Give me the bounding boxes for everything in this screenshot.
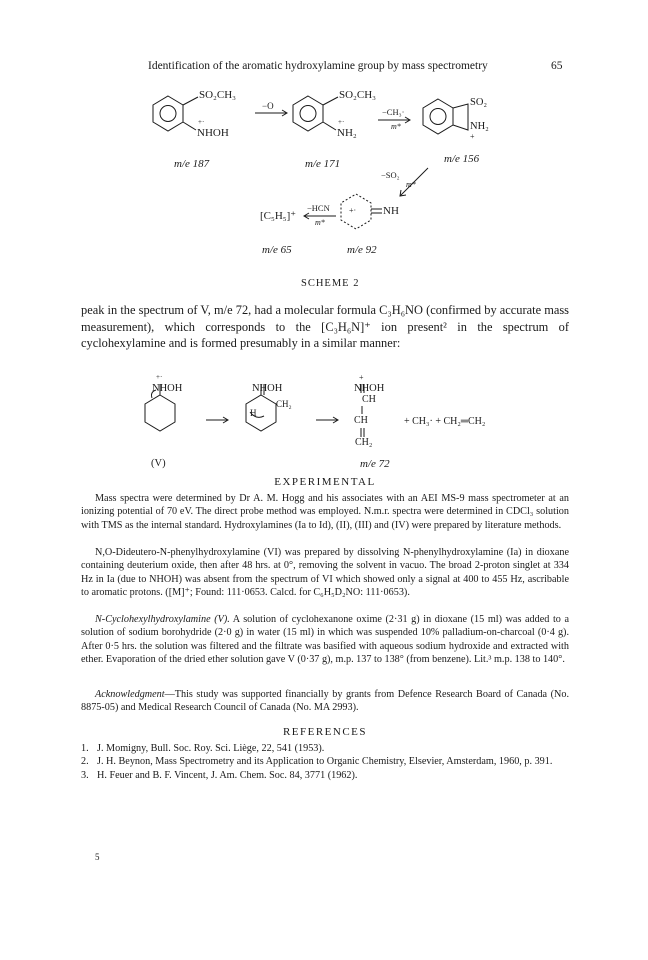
arrow-4-label-bottom: m* [315, 218, 325, 227]
experimental-heading: EXPERIMENTAL [274, 476, 376, 488]
struct-b-h: H [250, 408, 257, 418]
aromatic-circle-1 [160, 106, 176, 122]
struct-c-label: NHOH [354, 383, 385, 394]
footer-mark: 5 [95, 852, 100, 862]
bond-s1-top [183, 97, 198, 105]
reference-number: 1. [81, 743, 89, 754]
me-92-label: m/e 92 [347, 244, 377, 256]
scheme-2-caption: SCHEME 2 [301, 278, 360, 289]
s3-plus: + [470, 132, 475, 141]
me-187-label: m/e 187 [174, 158, 210, 170]
struct-c-plus: + [359, 373, 364, 382]
experimental-paragraph-3 [81, 613, 569, 667]
s2-top-group: SO₂CH₃ [339, 89, 377, 101]
me-156-label: m/e 156 [444, 153, 480, 165]
ion-65-formula: [C₅H₅]⁺ [260, 210, 297, 222]
reference-item [81, 755, 569, 768]
cyclohexyl-ring-a [145, 395, 175, 431]
benzene-ring-2 [293, 96, 323, 131]
reference-text: J. Momigny, Bull. Soc. Roy. Sci. Liège, 22, 541 (1953). [97, 743, 325, 754]
s3-bottom-group: NH₂ [470, 121, 489, 132]
s1-bottom-group: NHOH [197, 127, 229, 139]
benzene-ring-1 [153, 96, 183, 131]
reference-number: 2. [81, 756, 89, 768]
s1-charge: +· [198, 118, 205, 126]
me-65-label: m/e 65 [262, 244, 292, 256]
s1-top-group: SO₂CH₃ [199, 89, 237, 101]
body-paragraph-1: peak in the spectrum of V, m/e 72, had a molecular formula C₃H₆NO (confirmed by accurate mass measurement), which corresponds to the [C₃H₆N]⁺ ion present² in the spectrum of cyclohexylamine and is formed presumably in a similar manner: [81, 303, 569, 350]
label-me-72: m/e 72 [360, 458, 390, 470]
acknowledgment-title: Acknowledgment [95, 689, 165, 700]
arrow-2-label-bottom: m* [391, 122, 401, 131]
me-171-label: m/e 171 [305, 158, 341, 170]
compound-v-text: A solution of cyclohexanone oxime (2·31 g) in dioxane (15 ml) was added to a solution of sodium borohydride (2·0 g) in water (15 ml) in which was suspended 10% palladium-on-charcoal (0·4 g). After 0·5 hrs. the solution was filtered and the filtrate was basified with aqueous sodium hydroxide and extracted with ether. Evaporation of the dried ether solution gave V (0·37 g), m.p. 137 to 138° (from benzene). Lit.³ m.p. 138 to 140°. [81, 614, 569, 666]
struct-a-label: NHOH [152, 383, 183, 394]
s2-charge: +· [338, 118, 345, 126]
arrow-3-label-bottom: m* [406, 180, 416, 189]
scheme-v-diagram [0, 360, 648, 470]
bond-s2-top [323, 97, 338, 105]
s3-top-group: SO₂ [470, 97, 488, 108]
ion-92-center-charge: +· [349, 206, 357, 215]
struct-b-ch2: CH₂ [276, 399, 292, 409]
aromatic-circle-3 [430, 109, 446, 125]
reference-text: J. H. Beynon, Mass Spectrometry and its Application to Organic Chemistry, Elsevier, Amsterdam, 1960, p. 391. [97, 756, 553, 768]
experimental-paragraph-1: Mass spectra were determined by Dr A. M. Hogg and his associates with an AEI MS-9 mass spectrometer at an ionizing potential of 70 eV. The direct probe method was employed. N.m.r. spectra were determined in CDCl₃ solution with TMS as the internal standard. Hydroxylamines (Ia to Id), (II), (III) and (IV) were prepared by literature methods. [81, 493, 569, 531]
arrow-3-label-top: −SO₂ [381, 170, 400, 180]
acknowledgment-text: —This study was supported financially by grants from Defence Research Board of Canada (No. 8875-05) and Medical Research Council of Canada (No. MA 2993). [81, 689, 569, 714]
bond-s1-bottom [183, 122, 196, 130]
scheme-v-products: + CH₃· + CH₂═CH₂ [404, 416, 486, 427]
acknowledgment [81, 688, 569, 715]
page-number: 65 [551, 60, 563, 72]
reference-item [81, 742, 569, 755]
benzene-ring-3 [423, 99, 453, 134]
running-title: Identification of the aromatic hydroxylamine group by mass spectrometry [148, 60, 488, 72]
reference-item [81, 769, 569, 782]
arrow-4-label-top: −HCN [307, 203, 330, 213]
label-v: (V) [151, 458, 166, 469]
references-list [81, 742, 569, 782]
struct-b-label: NHOH [252, 383, 283, 394]
struct-c-ch-1: CH [362, 394, 376, 405]
aromatic-circle-2 [300, 106, 316, 122]
s2-bottom-group: NH₂ [337, 127, 357, 139]
bond-s2-bottom [323, 122, 336, 130]
references-heading: REFERENCES [282, 726, 368, 738]
arrow-2-label-top: −CH₃· [382, 107, 405, 117]
reference-text: H. Feuer and B. F. Vincent, J. Am. Chem. Soc. 84, 3771 (1962). [97, 769, 358, 781]
experimental-paragraph-2: N,O-Dideutero-N-phenylhydroxylamine (VI) was prepared by dissolving N-phenylhydroxylamine (Ia) in dioxane containing deuterium oxide, then after 48 hrs. at 0°, removing the solvent in vacuo. The broad 2-proton singlet at 334 Hz in Ia (due to NHOH) was absent from the spectrum of VI which showed only a signal at 400 to 455 Hz, ascribable to aromatic protons. ([M]⁺; Found: 111·0653. Calcd. for C₆H₅D₂NO: 111·0653). [81, 547, 569, 599]
ion-92-group: NH [383, 205, 399, 217]
struct-a-charge: +· [156, 373, 163, 381]
struct-c-ch2: CH₂ [355, 437, 373, 448]
compound-v-title: N-Cyclohexylhydroxylamine (V). [95, 614, 230, 625]
arrow-1-label: −O [262, 101, 274, 111]
reference-number: 3. [81, 769, 89, 781]
scheme-2-diagram [0, 0, 648, 300]
four-member-ring [453, 104, 468, 130]
struct-c-ch-2: CH [354, 415, 368, 426]
